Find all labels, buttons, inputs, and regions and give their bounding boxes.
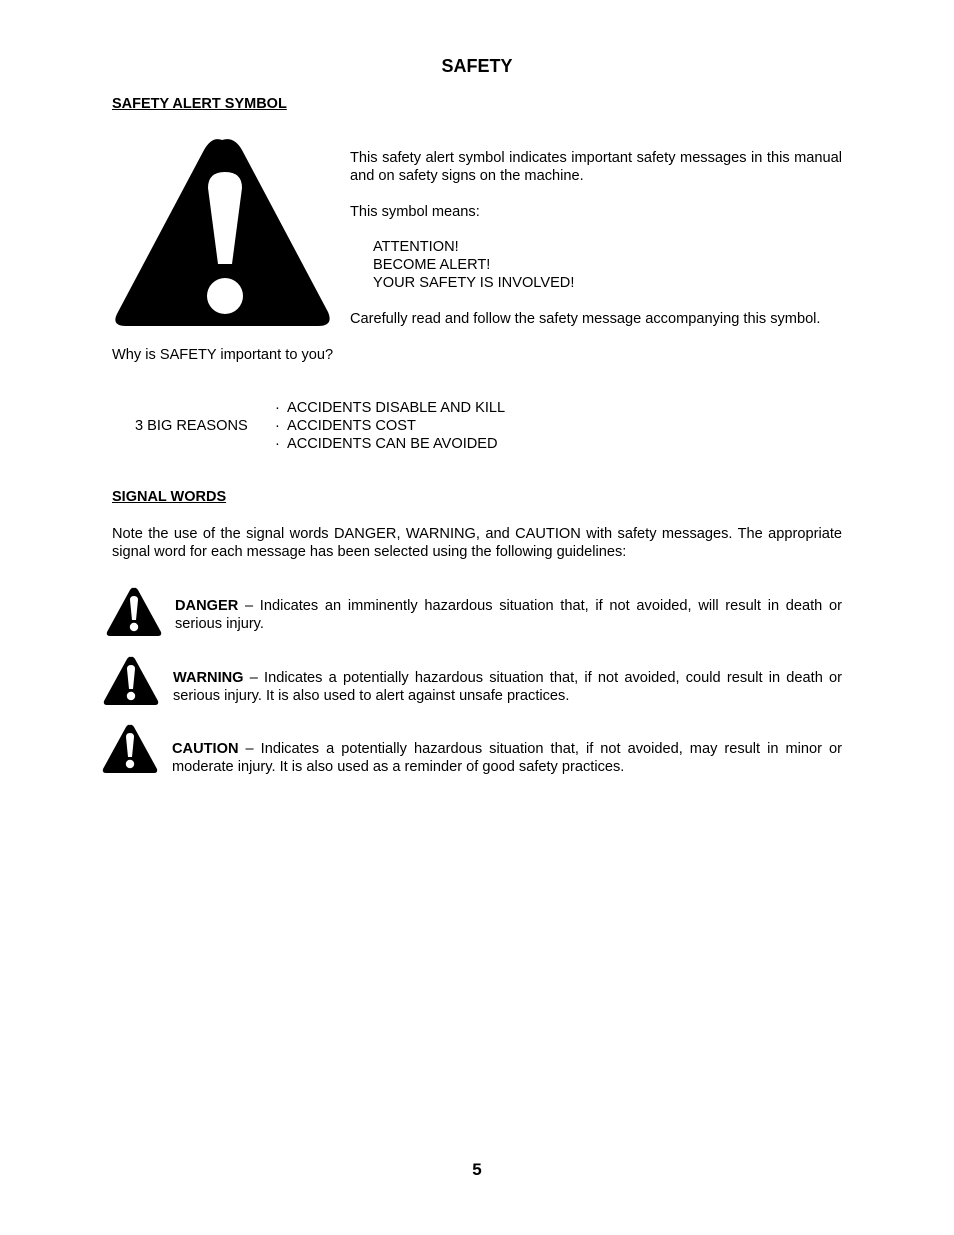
reason-text: ACCIDENTS CAN BE AVOIDED: [287, 436, 498, 452]
warning-word: WARNING: [173, 670, 244, 686]
bullet: ·: [275, 418, 280, 434]
danger-word: DANGER: [175, 598, 239, 614]
list-item: [275, 435, 505, 453]
caution-text: – Indicates a potentially hazardous situation that, if not avoided, may result in minor or moderate injury. It is also used as a reminder of good safety practices.: [172, 741, 842, 775]
warning-triangle-icon: [103, 656, 159, 706]
signal-words-heading: SIGNAL WORDS: [112, 489, 227, 505]
follow-instruction-text: Carefully read and follow the safety message accompanying this symbol.: [350, 311, 821, 327]
warning-text: – Indicates a potentially hazardous situation that, if not avoided, could result in death or serious injury. It is also used to alert against unsafe practices.: [173, 670, 842, 704]
reasons-list: [275, 399, 505, 453]
list-item: [275, 399, 505, 417]
caution-definition: [172, 740, 842, 776]
list-item: [275, 417, 505, 435]
means-line-attention: ATTENTION!: [373, 239, 459, 255]
signal-words-intro: Note the use of the signal words DANGER, WARNING, and CAUTION with safety messages. The appropriate signal word for each message has been selected using the following guidelines:: [112, 526, 842, 560]
danger-definition: [175, 597, 842, 633]
bullet: ·: [275, 436, 280, 452]
symbol-means-label: This symbol means:: [350, 204, 480, 220]
warning-definition: [173, 669, 842, 705]
why-safety-question: Why is SAFETY important to you?: [112, 347, 334, 363]
means-line-involved: YOUR SAFETY IS INVOLVED!: [373, 275, 575, 291]
caution-triangle-icon: [102, 724, 158, 774]
reasons-label: 3 BIG REASONS: [135, 418, 248, 434]
page-title: SAFETY: [441, 56, 513, 76]
reason-text: ACCIDENTS DISABLE AND KILL: [287, 400, 506, 416]
safety-alert-triangle-icon: [112, 136, 332, 328]
page-number: 5: [472, 1160, 482, 1179]
safety-alert-symbol-heading: SAFETY ALERT SYMBOL: [112, 96, 287, 112]
danger-triangle-icon: [106, 587, 162, 637]
means-line-alert: BECOME ALERT!: [373, 257, 491, 273]
reason-text: ACCIDENTS COST: [287, 418, 416, 434]
bullet: ·: [275, 400, 280, 416]
danger-text: – Indicates an imminently hazardous situation that, if not avoided, will result in death or serious injury.: [175, 598, 842, 632]
alert-intro-text: This safety alert symbol indicates important safety messages in this manual and on safety signs on the machine.: [350, 150, 842, 184]
caution-word: CAUTION: [172, 741, 239, 757]
